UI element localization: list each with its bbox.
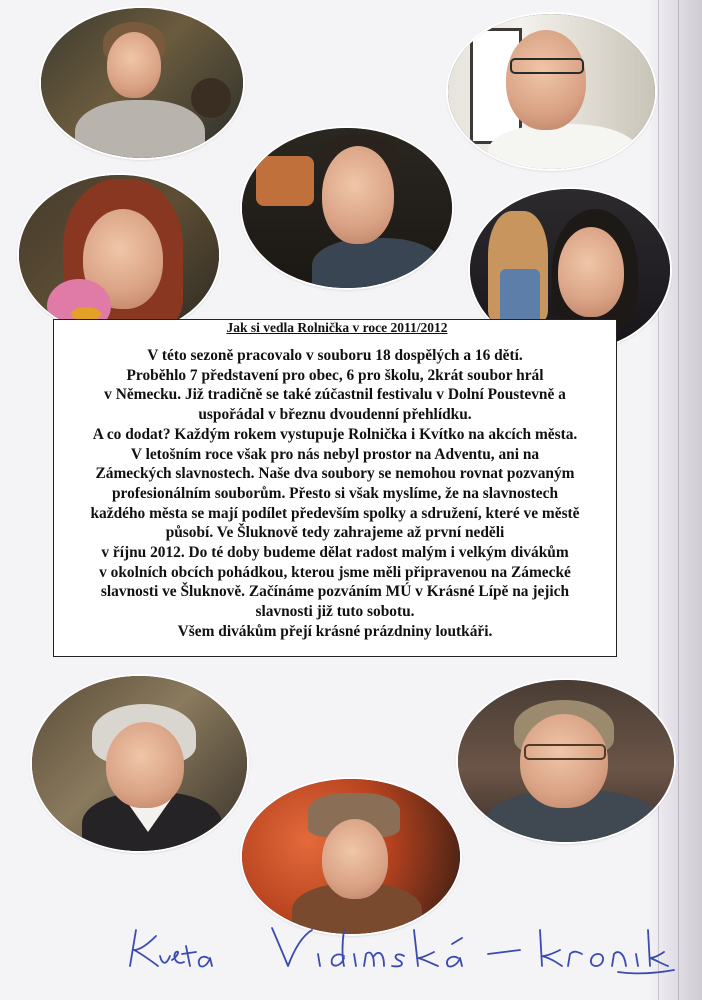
article-line: slavnosti již tuto sobotu.	[255, 603, 415, 621]
article-line: profesionálním souborům. Přesto si však myslíme, že na slavnostech	[111, 484, 559, 502]
article-line: Zámeckých slavnostech. Naše dva soubory se nemohou rovnat pozvaným	[95, 465, 575, 483]
article-line: v říjnu 2012. Do té doby budeme dělat radost malým i velkým divákům	[101, 544, 569, 562]
article-line: každého města se mají podílet především spolky a sdružení, které ve městě	[90, 504, 580, 522]
article-line: A co dodat? Každým rokem vystupuje Rolnička i Kvítko na akcích města.	[92, 425, 578, 443]
article-body	[58, 346, 612, 642]
article-line: působí. Ve Šluknově tedy zahrajeme až první neděli	[165, 524, 505, 542]
signature-svg	[122, 920, 682, 980]
handwritten-signature	[122, 920, 682, 980]
article-title: Jak si vedla Rolnička v roce 2011/2012	[226, 320, 448, 335]
photo-performer-costume	[242, 779, 460, 934]
photo-woman-glasses	[458, 680, 674, 842]
photo-man-center	[242, 128, 452, 288]
article-line: Proběhlo 7 představení pro obec, 6 pro školu, 2krát soubor hrál	[126, 366, 544, 384]
article-line: slavnosti ve Šluknově. Začínáme pozváním MÚ v Krásné Lípě na jejich	[100, 583, 570, 601]
photo-older-woman	[32, 676, 247, 851]
article-line: v Německu. Již tradičně se také zúčastnil festivalu v Dolní Poustevně a	[104, 386, 566, 404]
article-line: Všem divákům přejí krásné prázdniny loutkáři.	[177, 622, 493, 640]
article-line: V letošním roce však pro nás nebyl prostor na Adventu, ani na	[130, 445, 540, 463]
photo-man-glasses	[448, 14, 655, 169]
page-edge	[650, 0, 702, 1000]
article-line: V této sezoně pracovalo v souboru 18 dospělých a 16 dětí.	[147, 347, 523, 364]
photo-girl-puppet	[19, 175, 219, 335]
article-line: uspořádal v březnu dvoudenní přehlídku.	[198, 406, 472, 424]
article-line: v okolních obcích pohádkou, kterou jsme měli připravenou na Zámecké	[99, 563, 571, 581]
photo-elderly-woman	[41, 8, 243, 158]
